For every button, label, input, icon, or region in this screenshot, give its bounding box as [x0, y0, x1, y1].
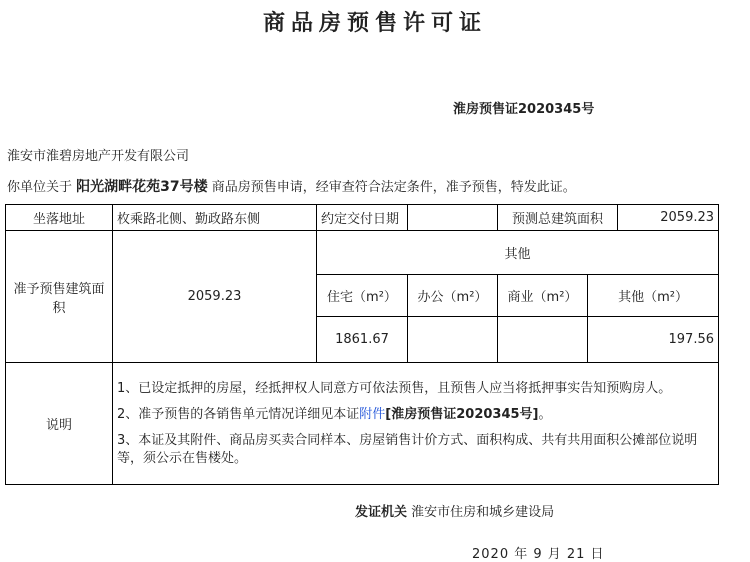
company-name: 淮安市淮碧房地产开发有限公司: [7, 149, 190, 164]
note-2-suffix: 。: [538, 406, 552, 422]
approved-area-value: 2059.23: [113, 231, 317, 363]
issuer-label: 发证机关: [355, 505, 408, 520]
other-header: 其他: [317, 231, 719, 275]
table-row: [6, 231, 719, 275]
approved-area-label: 准予预售建筑面积: [6, 231, 113, 363]
attachment-cert-number: [淮房预售证2020345号]: [385, 406, 539, 422]
permit-table: [5, 204, 719, 485]
certificate-number: 淮房预售证2020345号: [453, 102, 595, 117]
notes-content: [113, 363, 719, 485]
location-value: 枚乘路北侧、勤政路东侧: [113, 205, 317, 231]
note-2-prefix: 2、准予预售的各销售单元情况详细见本证: [117, 406, 360, 422]
attachment-link[interactable]: 附件: [359, 406, 386, 422]
intro-suffix: 商品房预售申请，经审查符合法定条件，准予预售，特发此证。: [211, 180, 576, 195]
issuing-authority: [355, 501, 554, 520]
other-use-value: 197.56: [588, 317, 719, 363]
note-3: 3、本证及其附件、商品房买卖合同样本、房屋销售计价方式、面积构成、共有共用面积公摊部位说明等，须公示在售楼处。: [117, 432, 698, 466]
other-use-header: 其他（m²）: [588, 275, 719, 317]
table-row: [6, 205, 719, 231]
total-area-label: 预测总建筑面积: [498, 205, 618, 231]
delivery-date-value: [408, 205, 498, 231]
note-2: [117, 406, 714, 424]
table-row: [6, 363, 719, 485]
note-1: 1、已设定抵押的房屋，经抵押权人同意方可依法预售，且预售人应当将抵押事实告知预购房人。: [117, 380, 672, 396]
issue-date: 2020 年 9 月 21 日: [472, 547, 605, 562]
intro-sentence: [7, 176, 576, 196]
commercial-value: [498, 317, 588, 363]
location-label: 坐落地址: [6, 205, 113, 231]
project-name: 阳光湖畔花苑37号楼: [76, 179, 208, 195]
residential-value: 1861.67: [317, 317, 408, 363]
page-title: 商品房预售许可证: [262, 11, 487, 36]
residential-header: 住宅（m²）: [317, 275, 408, 317]
total-area-value: 2059.23: [618, 205, 719, 231]
office-header: 办公（m²）: [408, 275, 498, 317]
delivery-date-label: 约定交付日期: [317, 205, 408, 231]
notes-label: 说明: [6, 363, 113, 485]
commercial-header: 商业（m²）: [498, 275, 588, 317]
issuer-name: 淮安市住房和城乡建设局: [411, 505, 555, 520]
intro-prefix: 你单位关于: [7, 180, 73, 195]
office-value: [408, 317, 498, 363]
